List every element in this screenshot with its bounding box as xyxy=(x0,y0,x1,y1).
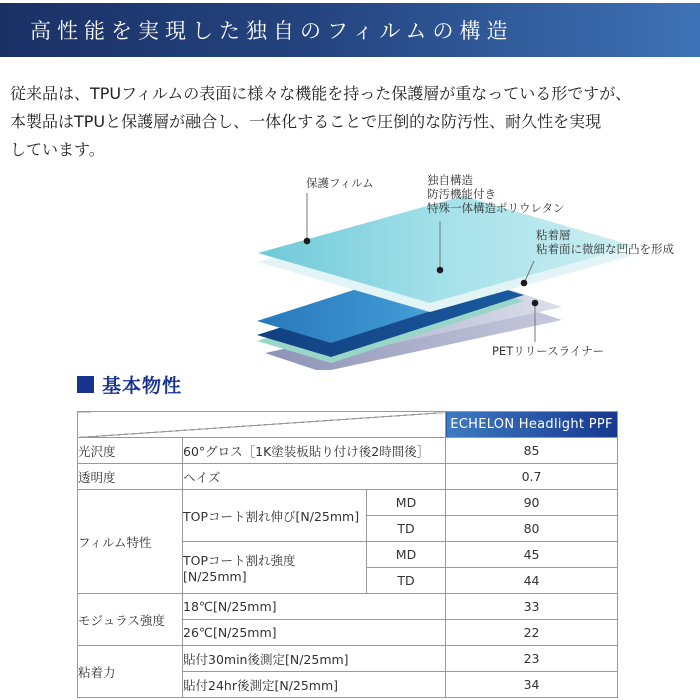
value-cell: 0.7 xyxy=(446,464,618,490)
direction-cell: TD xyxy=(367,516,446,542)
category-cell: 光沢度 xyxy=(78,438,183,464)
table-header-row xyxy=(78,412,618,438)
value-cell: 45 xyxy=(446,542,618,568)
value-cell: 80 xyxy=(446,516,618,542)
direction-cell: TD xyxy=(367,568,446,594)
section-heading xyxy=(77,371,182,398)
direction-cell: MD xyxy=(367,490,446,516)
film-structure-diagram xyxy=(250,173,674,370)
product-header-cell: ECHELON Headlight PPF xyxy=(446,412,618,438)
section-title: 基本物性 xyxy=(102,375,183,397)
header-bar xyxy=(0,3,700,57)
intro-paragraph xyxy=(10,80,696,164)
item-cell: 貼付30min後測定[N/25mm] xyxy=(183,646,446,672)
label-adhesive-line2: 粘着面に微細な凹凸を形成 xyxy=(536,242,674,256)
label-unique-line2: 防汚機能付き xyxy=(427,187,496,201)
intro-line-1: 従来品は、TPUフィルムの表面に様々な機能を持った保護層が重なっている形ですが、 xyxy=(10,84,632,103)
value-cell: 22 xyxy=(446,620,618,646)
table-row xyxy=(78,438,618,464)
label-pet-release-liner: PETリリースライナー xyxy=(492,344,605,358)
value-cell: 85 xyxy=(446,438,618,464)
category-cell: 透明度 xyxy=(78,464,183,490)
intro-line-2: 本製品はTPUと保護層が融合し、一体化することで圧倒的な防汚性、耐久性を実現 xyxy=(10,112,602,131)
label-unique-line3: 特殊一体構造ポリウレタン xyxy=(427,201,565,215)
item-cell: TOPコート割れ伸び[N/25mm] xyxy=(183,490,367,542)
intro-line-3: しています。 xyxy=(10,140,105,159)
value-cell: 23 xyxy=(446,646,618,672)
page-title: 高性能を実現した独自のフィルムの構造 xyxy=(30,19,514,43)
item-cell: 18℃[N/25mm] xyxy=(183,594,446,620)
label-adhesive-layer xyxy=(536,228,674,256)
category-cell: 粘着力 xyxy=(78,646,183,698)
value-cell: 44 xyxy=(446,568,618,594)
square-bullet-icon xyxy=(77,376,94,393)
value-cell: 90 xyxy=(446,490,618,516)
diagonal-header-cell xyxy=(78,412,446,438)
table-row xyxy=(78,646,618,672)
label-adhesive-line1: 粘着層 xyxy=(536,228,571,242)
direction-cell: MD xyxy=(367,542,446,568)
item-cell: TOPコート割れ強度 [N/25mm] xyxy=(183,542,367,594)
category-cell: フィルム特性 xyxy=(78,490,183,594)
label-unique-line1: 独自構造 xyxy=(427,173,473,187)
label-protective-film: 保護フィルム xyxy=(306,176,374,190)
item-cell: ヘイズ xyxy=(183,464,446,490)
table-row xyxy=(78,594,618,620)
label-unique-structure xyxy=(427,173,565,215)
item-cell: 60°グロス［1K塗装板貼り付け後2時間後］ xyxy=(183,438,446,464)
table-row xyxy=(78,490,618,516)
table-row xyxy=(78,464,618,490)
category-cell: モジュラス強度 xyxy=(78,594,183,646)
properties-table xyxy=(77,411,618,698)
value-cell: 34 xyxy=(446,672,618,698)
item-cell: 貼付24hr後測定[N/25mm] xyxy=(183,672,446,698)
value-cell: 33 xyxy=(446,594,618,620)
item-cell: 26℃[N/25mm] xyxy=(183,620,446,646)
